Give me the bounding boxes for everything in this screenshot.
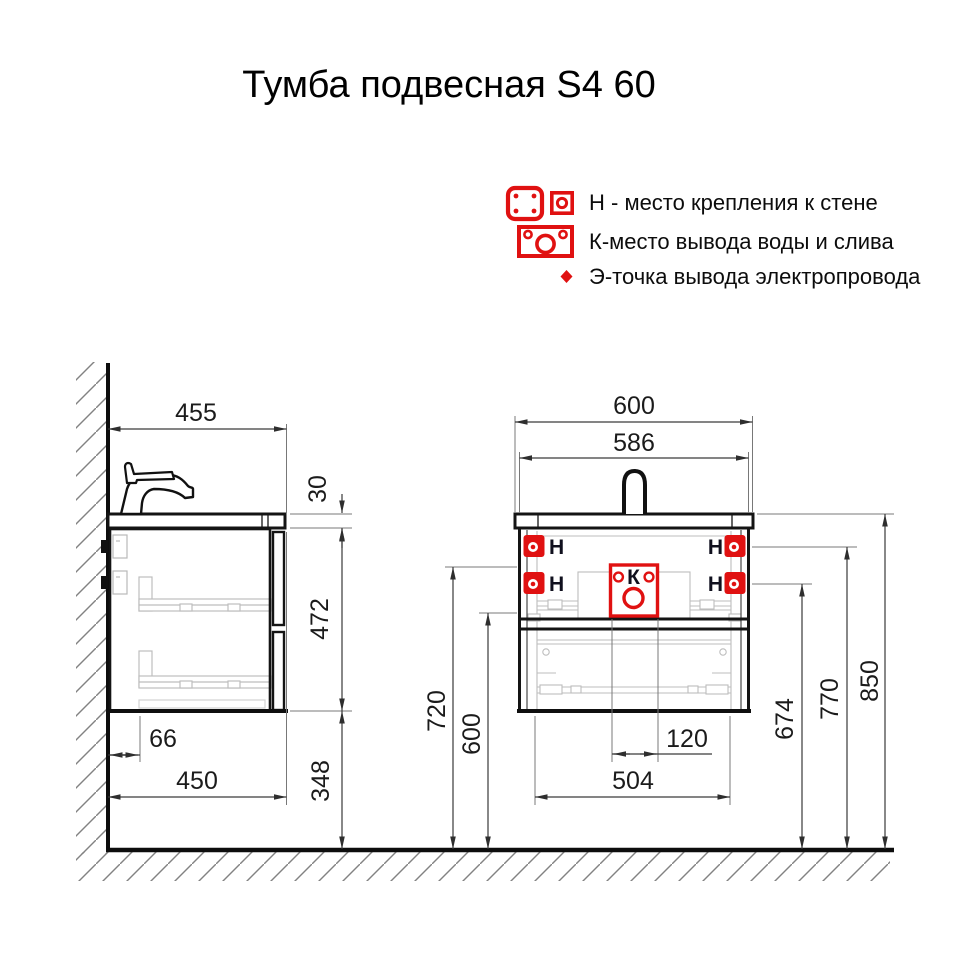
outlet-letter: К [627,566,640,589]
front-countertop [515,514,753,528]
mount-marker [725,572,746,594]
dim-front-mount-high: 770 [816,678,844,720]
dim-side-top-thickness: 30 [304,475,332,503]
legend-label-electric: Э-точка вывода электропровода [589,263,921,289]
wall-hatch [76,362,107,854]
dim-side-depth: 455 [175,399,217,427]
legend-label-mount: Н - место крепления к стене [589,190,878,215]
side-mount-tab-upper [101,540,108,553]
dimensions [108,392,894,849]
mount-letter: Н [707,573,723,596]
page-title: Тумба подвесная S4 60 [242,64,656,106]
mount-marker [524,535,545,557]
floor-hatch [76,852,890,881]
mount-marker [524,572,545,594]
side-upper-drawer-front [273,532,284,625]
dim-front-body-width: 586 [613,429,655,457]
dim-side-floor-gap: 348 [307,760,335,802]
side-wall-brackets [113,535,127,594]
dim-front-outlet-bottom: 600 [458,713,486,755]
side-view [101,463,288,711]
mount-marker [725,535,746,557]
dim-front-outlet-top: 720 [423,690,451,732]
side-lower-drawer-front [273,632,284,710]
dim-front-total-height: 850 [856,660,884,702]
mount-letter: Н [549,573,565,596]
dim-front-outlet-width: 120 [666,725,708,753]
faucet-front [624,471,645,514]
side-drawer-rails [139,577,271,708]
legend-label-water: К-место вывода воды и слива [589,228,894,254]
dim-front-width: 600 [613,392,655,420]
front-view [515,471,753,711]
dimension-labels [149,392,884,802]
side-countertop [108,514,285,528]
dim-side-body-depth: 450 [176,767,218,795]
dim-side-body-height: 472 [306,598,334,640]
dim-front-mount-low: 674 [771,698,799,740]
side-mount-tab-lower [101,576,108,589]
mount-letter: Н [549,536,565,559]
faucet-handle-icon [125,463,174,483]
water-outlet-marker [611,565,658,616]
dimension-lines [108,422,885,849]
dim-front-mount-span: 504 [612,767,654,795]
mount-letter: Н [707,536,723,559]
wall-and-floor [76,362,894,881]
dim-side-back-offset: 66 [149,725,177,753]
